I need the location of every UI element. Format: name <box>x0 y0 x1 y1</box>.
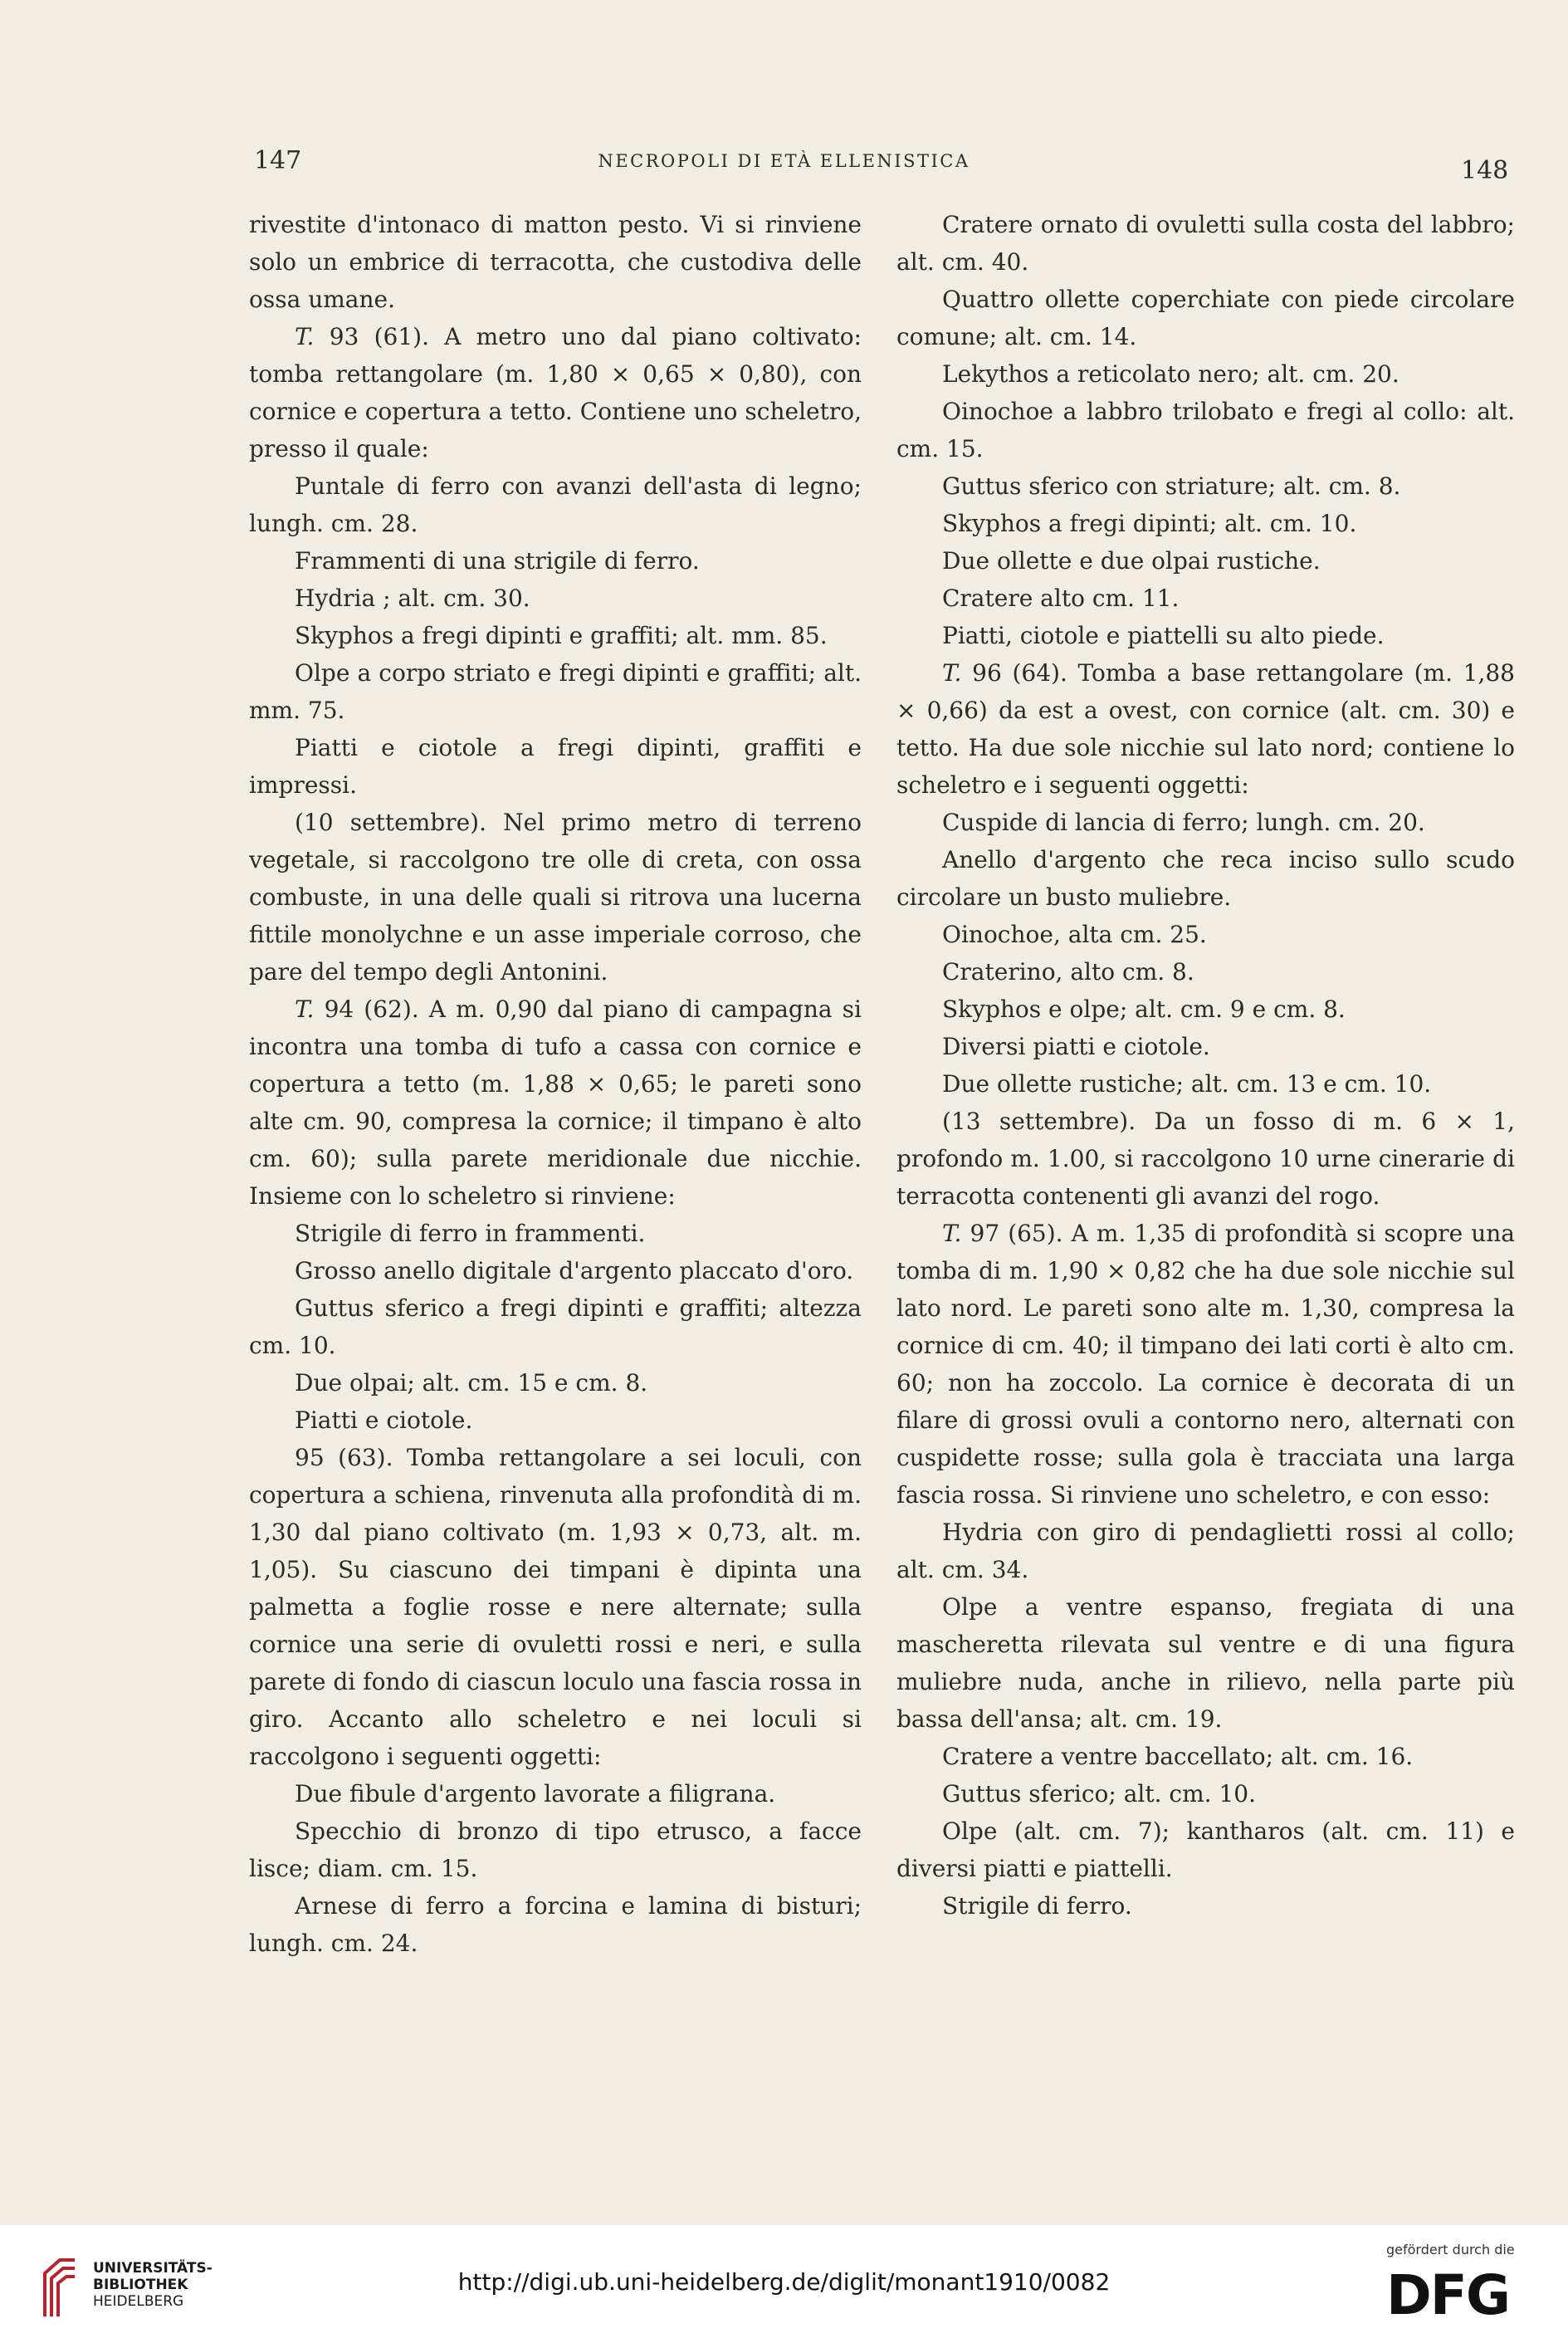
paragraph-text: Frammenti di una strigile di ferro. <box>295 547 700 575</box>
paragraph-text: Diversi piatti e ciotole. <box>942 1033 1210 1060</box>
paragraph-text: Olpe (alt. cm. 7); kantharos (alt. cm. 11) e diversi piatti e piattelli. <box>896 1817 1515 1882</box>
paragraph-text: Cratere alto cm. 11. <box>942 585 1180 612</box>
left-column-paragraph <box>249 1364 862 1401</box>
right-column-paragraph <box>896 505 1515 542</box>
paragraph-text: Guttus sferico a fregi dipinti e graffiti; altezza cm. 10. <box>249 1294 862 1359</box>
left-column-paragraph <box>249 467 862 542</box>
paragraph-text: 95 (63). Tomba rettangolare a sei loculi, con copertura a schiena, rinvenuta alla profondità di m. 1,30 dal piano coltivato (m. 1,93 × 0,73, alt. m. 1,05). Su ciascuno dei timpani è dipinta una palmetta a foglie rosse e nere alternate; sulla cornice una serie di ovuletti rossi e neri, e sulla parete di fondo di ciascun loculo una fascia rossa in giro. Accanto allo scheletro e nei loculi si raccolgono i seguenti oggetti: <box>249 1444 862 1770</box>
funding-caption: gefördert durch die <box>1386 2242 1515 2257</box>
left-column-paragraph <box>249 654 862 729</box>
paragraph-text: Skyphos e olpe; alt. cm. 9 e cm. 8. <box>942 995 1346 1023</box>
left-column-paragraph <box>249 318 862 467</box>
paragraph-text: Strigile di ferro in frammenti. <box>295 1220 646 1247</box>
right-column-paragraph <box>896 580 1515 617</box>
paragraph-text: Guttus sferico con striature; alt. cm. 8. <box>942 472 1401 500</box>
paragraph-text: Hydria ; alt. cm. 30. <box>295 585 530 612</box>
paragraph-text: Grosso anello digitale d'argento placcato d'oro. <box>295 1257 854 1284</box>
paragraph-text: Strigile di ferro. <box>942 1892 1132 1920</box>
paragraph-text: Anello d'argento che reca inciso sullo scudo circolare un busto muliebre. <box>896 846 1515 911</box>
digitization-footer <box>0 2225 1568 2343</box>
paragraph-text: (13 settembre). Da un fosso di m. 6 × 1, profondo m. 1.00, si raccolgono 10 urne cinerarie di terracotta contenenti gli avanzi del rogo. <box>896 1108 1515 1210</box>
right-column-paragraph <box>896 804 1515 841</box>
page-number-left: 147 <box>254 146 302 175</box>
paragraph-text: Piatti, ciotole e piattelli su alto piede. <box>942 622 1385 649</box>
page-header <box>0 146 1568 196</box>
right-column-paragraph <box>896 1514 1515 1588</box>
paragraph-text: 97 (65). A m. 1,35 di profondità si scopre una tomba di m. 1,90 × 0,82 che ha due sole nicchie sul lato nord. Le pareti sono alte m. 1,30, compresa la cornice di cm. 40; il timpano dei lati corti è alto cm. 60; non ha zoccolo. La cornice è decorata di un filare di grossi ovuli a contorno nero, alternati con cuspidette rosse; sulla gola è tracciata una larga fascia rossa. Si rinviene uno scheletro, e con esso: <box>896 1220 1515 1509</box>
paragraph-text: Piatti e ciotole. <box>295 1406 473 1434</box>
right-column-paragraph <box>896 542 1515 580</box>
paragraph-text: Puntale di ferro con avanzi dell'asta di legno; lungh. cm. 28. <box>249 472 862 537</box>
paragraph-text: Skyphos a fregi dipinti e graffiti; alt. mm. 85. <box>295 622 828 649</box>
right-column-paragraph <box>896 1215 1515 1514</box>
paragraph-text: Arnese di ferro a forcina e lamina di bisturi; lungh. cm. 24. <box>249 1892 862 1957</box>
left-column-paragraph <box>249 617 862 654</box>
paragraph-text: Cratere ornato di ovuletti sulla costa del labbro; alt. cm. 40. <box>896 211 1515 276</box>
right-column-paragraph <box>896 1887 1515 1925</box>
left-column-paragraph <box>249 1812 862 1887</box>
right-column-paragraph <box>896 206 1515 281</box>
page-number-right: 148 <box>1461 156 1509 185</box>
paragraph-text: Piatti e ciotole a fregi dipinti, graffiti e impressi. <box>249 734 862 799</box>
paragraph-text: Due ollette rustiche; alt. cm. 13 e cm. 10. <box>942 1070 1432 1098</box>
right-column-paragraph <box>896 393 1515 467</box>
dfg-funding-logo[interactable] <box>1386 2242 1552 2333</box>
paragraph-text: Olpe a ventre espanso, fregiata di una mascheretta rilevata sul ventre e di una figura muliebre nuda, anche in rilievo, nella parte più bassa dell'ansa; alt. cm. 19. <box>896 1593 1515 1733</box>
right-column-paragraph <box>896 1588 1515 1738</box>
paragraph-text: Due olpai; alt. cm. 15 e cm. 8. <box>295 1369 648 1397</box>
left-column-paragraph <box>249 991 862 1215</box>
right-column-paragraph <box>896 916 1515 953</box>
left-column-paragraph <box>249 1215 862 1252</box>
paragraph-text: Quattro ollette coperchiate con piede circolare comune; alt. cm. 14. <box>896 286 1515 350</box>
tomb-label: T. <box>942 659 962 687</box>
paragraph-text: Oinochoe, alta cm. 25. <box>942 921 1207 948</box>
left-column-paragraph <box>249 580 862 617</box>
right-column-paragraph <box>896 1103 1515 1215</box>
left-column-paragraph <box>249 1289 862 1364</box>
right-column-paragraph <box>896 1775 1515 1812</box>
left-column-paragraph <box>249 1439 862 1775</box>
right-column-paragraph <box>896 617 1515 654</box>
left-column-paragraph <box>249 729 862 804</box>
paragraph-text: Skyphos a fregi dipinti; alt. cm. 10. <box>942 510 1357 537</box>
right-column-paragraph <box>896 1028 1515 1065</box>
library-name-line-3: HEIDELBERG <box>93 2293 184 2310</box>
paragraph-text: Olpe a corpo striato e fregi dipinti e graffiti; alt. mm. 75. <box>249 659 862 724</box>
library-name-line-2: BIBLIOTHEK <box>93 2277 188 2293</box>
right-column-paragraph <box>896 953 1515 991</box>
paragraph-text: Cuspide di lancia di ferro; lungh. cm. 20. <box>942 809 1425 836</box>
left-column-paragraph <box>249 1252 862 1289</box>
paragraph-text: Cratere a ventre baccellato; alt. cm. 16. <box>942 1743 1414 1770</box>
left-column-paragraph <box>249 542 862 580</box>
right-column-paragraph <box>896 467 1515 505</box>
right-column-paragraph <box>896 281 1515 355</box>
paragraph-text: 96 (64). Tomba a base rettangolare (m. 1,88 × 0,66) da est a ovest, con cornice (alt. cm. 30) e tetto. Ha due sole nicchie sul lato nord; contiene lo scheletro e i seguenti oggetti: <box>896 659 1515 799</box>
paragraph-text: 94 (62). A m. 0,90 dal piano di campagna si incontra una tomba di tufo a cassa con cornice e copertura a tetto (m. 1,88 × 0,65; le pareti sono alte cm. 90, compresa la cornice; il timpano è alto cm. 60); sulla parete meridionale due nicchie. Insieme con lo scheletro si rinviene: <box>249 995 862 1210</box>
paragraph-text: Specchio di bronzo di tipo etrusco, a facce lisce; diam. cm. 15. <box>249 1817 862 1882</box>
paragraph-text: (10 settembre). Nel primo metro di terreno vegetale, si raccolgono tre olle di creta, con ossa combuste, in una delle quali si ritrova una lucerna fittile monolychne e un asse imperiale corroso, che pare del tempo degli Antonini. <box>249 809 862 986</box>
permalink-url[interactable]: http://digi.ub.uni-heidelberg.de/diglit/monant1910/0082 <box>457 2268 1111 2296</box>
tomb-label: T. <box>295 323 315 350</box>
left-column-paragraph <box>249 804 862 991</box>
paragraph-text: 93 (61). A metro uno dal piano coltivato: tomba rettangolare (m. 1,80 × 0,65 × 0,80), con cornice e copertura a tetto. Contiene uno scheletro, presso il quale: <box>249 323 862 462</box>
right-column-paragraph <box>896 654 1515 804</box>
right-text-column <box>896 206 1515 1925</box>
left-column-paragraph <box>249 1887 862 1962</box>
right-column-paragraph <box>896 1738 1515 1775</box>
paragraph-text: Lekythos a reticolato nero; alt. cm. 20. <box>942 360 1399 388</box>
left-column-paragraph <box>249 206 862 318</box>
paragraph-text: rivestite d'intonaco di matton pesto. Vi si rinviene solo un embrice di terracotta, che custodiva delle ossa umane. <box>249 211 862 313</box>
tomb-label: T. <box>942 1220 962 1247</box>
paragraph-text: Guttus sferico; alt. cm. 10. <box>942 1780 1256 1807</box>
library-name-line-1: UNIVERSITÄTS- <box>93 2260 212 2277</box>
right-column-paragraph <box>896 1812 1515 1887</box>
paragraph-text: Craterino, alto cm. 8. <box>942 958 1194 986</box>
tomb-label: T. <box>295 995 315 1023</box>
dfg-wordmark: DFG <box>1386 2263 1510 2327</box>
right-column-paragraph <box>896 355 1515 393</box>
left-column-paragraph <box>249 1775 862 1812</box>
right-column-paragraph <box>896 1065 1515 1103</box>
paragraph-text: Oinochoe a labbro trilobato e fregi al collo: alt. cm. 15. <box>896 398 1515 462</box>
left-text-column <box>249 206 862 1962</box>
right-column-paragraph <box>896 991 1515 1028</box>
left-column-paragraph <box>249 1401 862 1439</box>
right-column-paragraph <box>896 841 1515 916</box>
paragraph-text: Hydria con giro di pendaglietti rossi al collo; alt. cm. 34. <box>896 1519 1515 1583</box>
paragraph-text: Due fibule d'argento lavorate a filigrana. <box>295 1780 776 1807</box>
paragraph-text: Due ollette e due olpai rustiche. <box>942 547 1321 575</box>
running-title: NECROPOLI DI ETÀ ELLENISTICA <box>598 151 970 171</box>
